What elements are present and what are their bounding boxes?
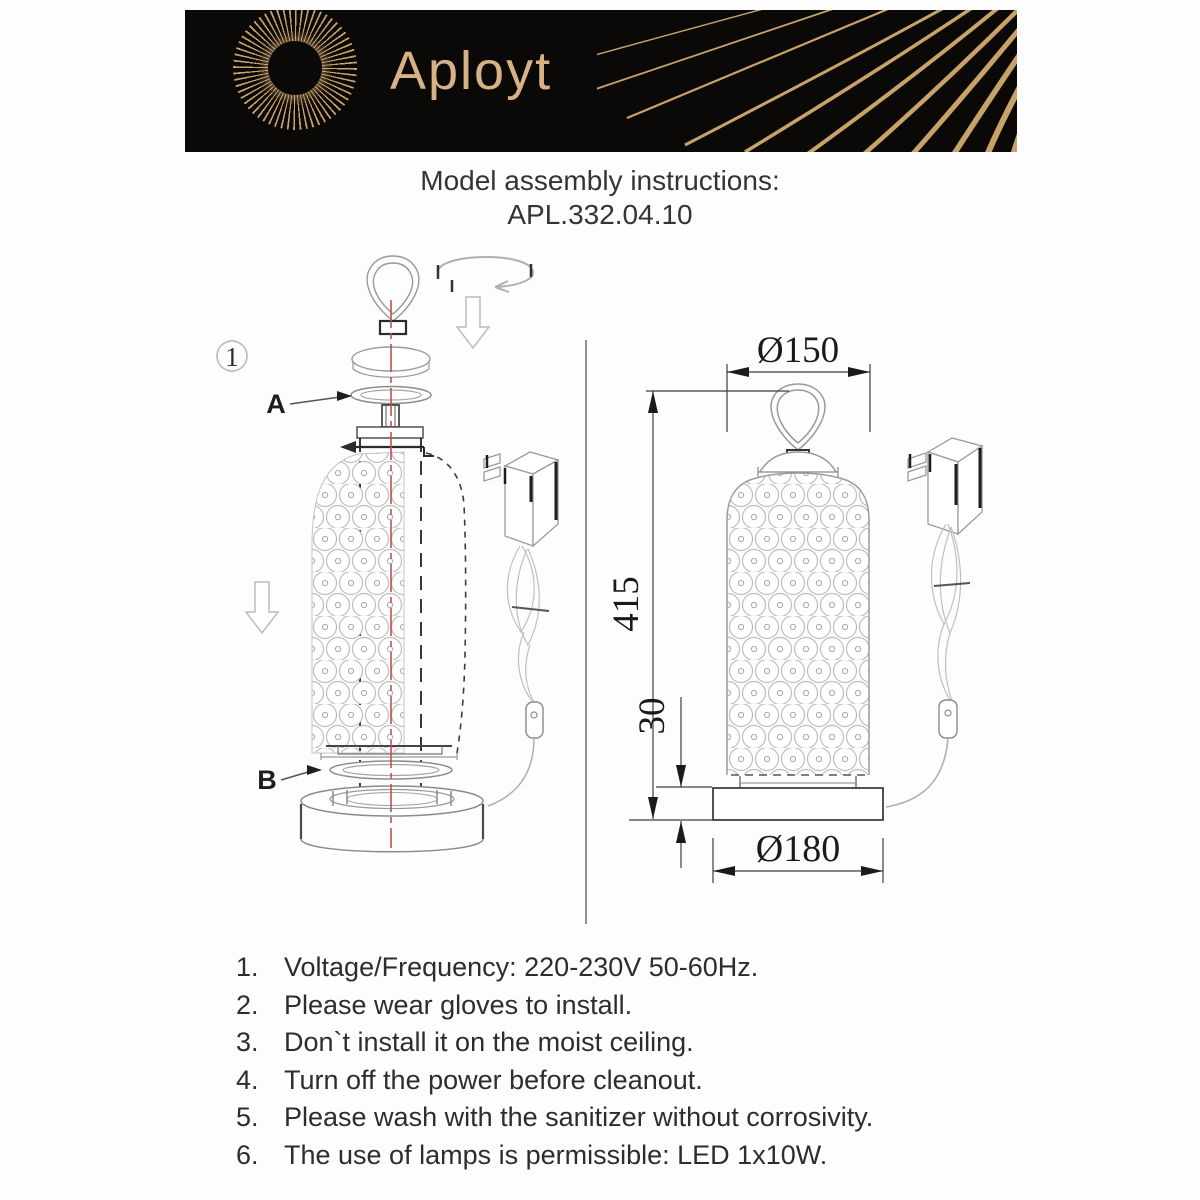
item-text: The use of lamps is permissible: LED 1x10W. (284, 1139, 828, 1170)
glass-shade (727, 473, 869, 788)
loop-handle (771, 384, 825, 450)
rotation-arrow-icon (438, 257, 533, 292)
list-item (236, 1102, 1016, 1140)
label-a-leader (290, 391, 352, 404)
step-number: 1 (225, 342, 239, 372)
item-text: Please wash with the sanitizer without corrosivity. (284, 1102, 874, 1132)
glass-shade-cutaway (312, 452, 466, 760)
dimension-diagram (606, 330, 982, 883)
item-text: Turn off the power before cleanout. (284, 1064, 703, 1095)
item-number: 6. (236, 1139, 259, 1170)
model-number: APL.332.04.10 (507, 199, 693, 230)
power-adapter (908, 438, 982, 534)
item-text: Don`t install it on the moist ceiling. (284, 1027, 694, 1057)
list-item (236, 952, 1016, 990)
loop-handle (367, 256, 419, 321)
lamp-base (301, 786, 483, 852)
list-item (236, 1027, 1016, 1065)
item-number: 1. (236, 952, 259, 982)
down-arrow-icon (246, 582, 278, 633)
label-b: B (257, 765, 277, 795)
item-text: Voltage/Frequency: 220-230V 50-60Hz. (284, 952, 759, 982)
dim-top-diameter-value: Ø150 (756, 330, 840, 371)
label-a: A (266, 389, 286, 419)
cord-switch (886, 700, 957, 807)
label-b-leader (281, 765, 322, 780)
cylinder-top-band (357, 427, 423, 438)
list-item (236, 1065, 1016, 1103)
item-number: 2. (236, 989, 259, 1020)
item-number: 3. (236, 1027, 259, 1057)
loop-connector (380, 321, 406, 334)
list-item (236, 990, 1016, 1028)
dim-base-height-value: 30 (632, 697, 673, 735)
item-text: Please wear gloves to install. (284, 989, 633, 1020)
exploded-view-diagram (217, 256, 558, 852)
item-number: 5. (236, 1102, 259, 1132)
dim-height-value: 415 (606, 576, 647, 632)
dim-base-diameter-value: Ø180 (755, 828, 841, 870)
cord-switch (488, 702, 543, 806)
dim-top-diameter (727, 364, 870, 432)
list-item (236, 1140, 1016, 1178)
lamp-base (713, 788, 883, 820)
instructions-list (236, 952, 1016, 1177)
power-adapter (484, 452, 558, 546)
page-title: Model assembly instructions: (420, 165, 780, 196)
item-number: 4. (236, 1064, 259, 1095)
power-cord (931, 524, 970, 701)
brand-name: Aployt (390, 41, 553, 101)
down-arrow-icon (457, 297, 489, 348)
power-cord (507, 546, 549, 702)
